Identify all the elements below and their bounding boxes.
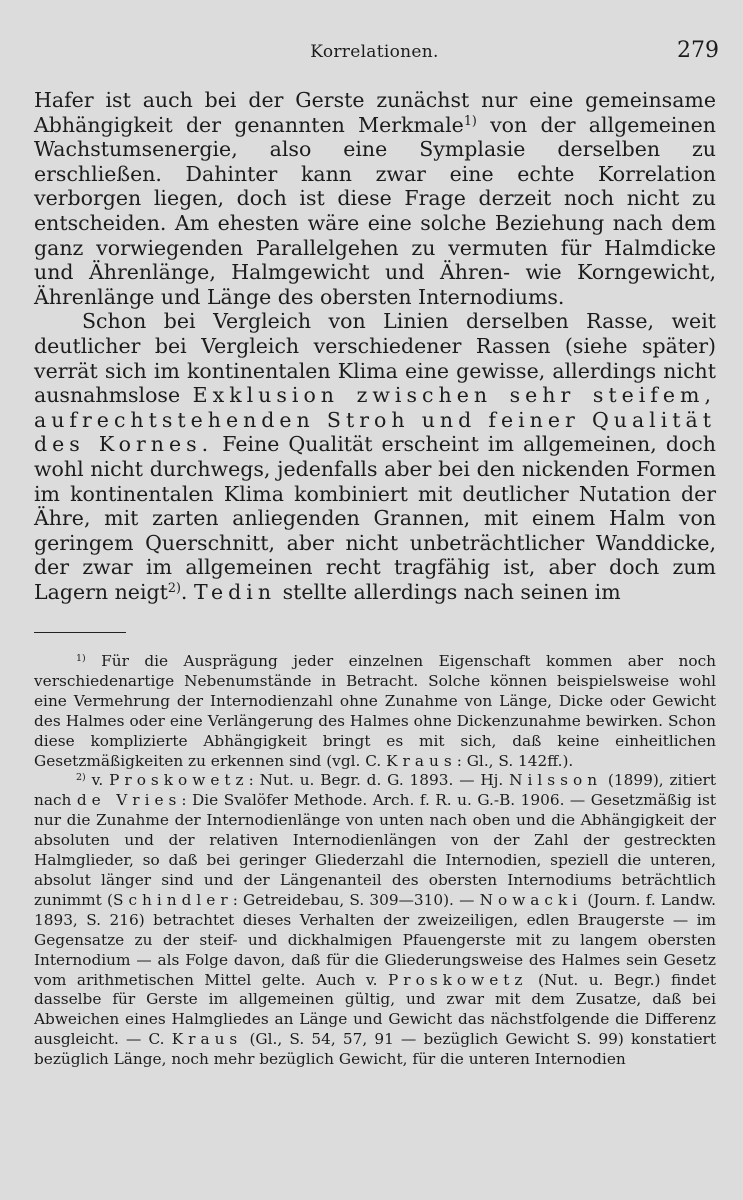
footnote-1-text-b: : Gl., S. 142ff.). [456,751,574,770]
paragraph-2-text-a: Schon bei Vergleich von Linien derselben Rasse, weit deutlicher bei Vergleich verschiedener Rassen (siehe später) verrät sich im kontinentalen Klima eine gewisse, allerdings nicht ausnahmslose [34,309,716,408]
footnote-2-text-b: : Nut. u. Begr. d. G. 1893. — Hj. [248,771,510,790]
footnote-2-text-f: (Journ. f. Landw. 1893, S. 216) betrachtet dieses Verhalten der zweizeiligen, edlen Braugerste — im Gegensatze zu der steif- und dickhalmigen Pfauengerste mit zu langem obersten Internodium — als Folge davon, daß für die Gliederungsweise des Halmes sein Gesetz vom arithmetischen Mittel gelte. Auch v. [34,890,716,989]
footnote-1 [34,652,716,771]
footnote-2-text-g: (Nut. u. Begr.) findet dasselbe für Gerste im allgemeinen gültig, und zwar mit dem Zusatze, daß bei Abweichen eines Halmgliedes an Länge und Gewicht das nächstfolgende die Differenz ausgleicht. — C. [34,970,716,1049]
footnote-2-text-e: : Getreidebau, S. 309—310). — [232,890,480,909]
paragraph-2-text-c: . [180,579,194,604]
footnote-divider [34,632,126,633]
footnote-ref-2: 2) [167,579,181,595]
emphasized-exclusion: Exklusion zwischen sehr steifem, aufrechtstehenden Stroh und feiner Qualität des Kornes. [34,383,716,457]
main-text [34,88,716,604]
author-name-tedin: Tedin [193,579,277,604]
paragraph-2-text-b: Feine Qualität erscheint im allgemeinen, doch wohl nicht durchwegs, jedenfalls aber bei den nickenden Formen im kontinentalen Klima kombiniert mit deutlicher Nutation der Ähre, mit zarten anliegenden Grannen, mit einem Halm von geringem Querschnitt, aber nicht unbeträchtlicher Wanddicke, der zwar im allgemeinen recht tragfähig ist, aber doch zum Lagern neigt [34,432,716,604]
page-header [30,38,719,72]
footnote-2-mark: 2) [76,772,86,784]
author-name-kraus: Kraus [386,751,457,770]
footnote-2 [34,771,716,1070]
author-name-kraus-2: Kraus [171,1030,243,1049]
paragraph-2-text-d: stellte allerdings nach seinen im [276,579,621,604]
author-name-proskowetz: Proskowetz [109,771,249,790]
paragraph-1-text-a: Hafer ist auch bei der Gerste zunächst nur eine gemeinsame Abhängigkeit der genannten Merkmale [34,88,716,137]
footnote-2-text-a: v. [85,771,110,790]
running-title: Korrelationen. [310,42,439,62]
author-name-schindler: Schindler [112,890,233,909]
footnote-2-text-d: : Die Svalöfer Methode. Arch. f. R. u. G.-B. 1906. — Gesetzmäßig ist nur die Zunahme der Internodienlänge von unten nach oben und die Abhängigkeit der absoluten und der relativen Internodienlängen von der Zahl der gestreckten Halmglieder, so daß bei geringer Gliederzahl die Internodien, speziell die unteren, absolut länger sind und der Längenanteil des obersten Internodiums beträchtlich zunimmt ( [34,791,716,909]
footnote-2-text-c: (1899), zitiert nach [34,771,716,810]
author-name-nowacki: Nowacki [479,890,583,909]
footnotes [34,652,716,1070]
footnote-2-text-h: (Gl., S. 54, 57, 91 — bezüglich Gewicht S. 99) konstatiert bezüglich Länge, noch mehr bezüglich Gewicht, für die unteren Internodien [34,1030,716,1069]
paragraph-2 [34,309,716,604]
author-name-de-vries: de Vries [76,791,182,810]
author-name-proskowetz-2: Proskowetz [388,970,528,989]
footnote-ref-1: 1) [463,112,477,128]
footnote-1-mark: 1) [76,652,86,664]
footnote-1-text-a: Für die Ausprägung jeder einzelnen Eigenschaft kommen aber noch verschiedenartige Nebenumstände in Betracht. Solche können beispielsweise wohl eine Vermehrung der Internodienzahl ohne Zunahme von Länge, Dicke oder Gewicht des Halmes oder eine Verlängerung des Halmes ohne Dickenzunahme bewirken. Schon diese komplizierte Abhängigkeit bringt es mit sich, daß keine einheitlichen Gesetzmäßigkeiten zu erkennen sind (vgl. C. [34,652,716,770]
paragraph-1 [34,88,716,309]
paragraph-1-text-b: von der allgemeinen Wachstumsenergie, also eine Symplasie derselben zu erschließen. Dahinter kann zwar eine echte Korrelation verborgen liegen, doch ist diese Frage derzeit noch nicht zu entscheiden. Am ehesten wäre eine solche Beziehung nach dem ganz vorwiegenden Parallelgehen zu vermuten für Halmdicke und Ährenlänge, Halmgewicht und Ähren- wie Korngewicht, Ährenlänge und Länge des obersten Internodiums. [34,112,716,309]
page-number: 279 [677,38,719,63]
author-name-nilsson: Nilsson [509,771,603,790]
